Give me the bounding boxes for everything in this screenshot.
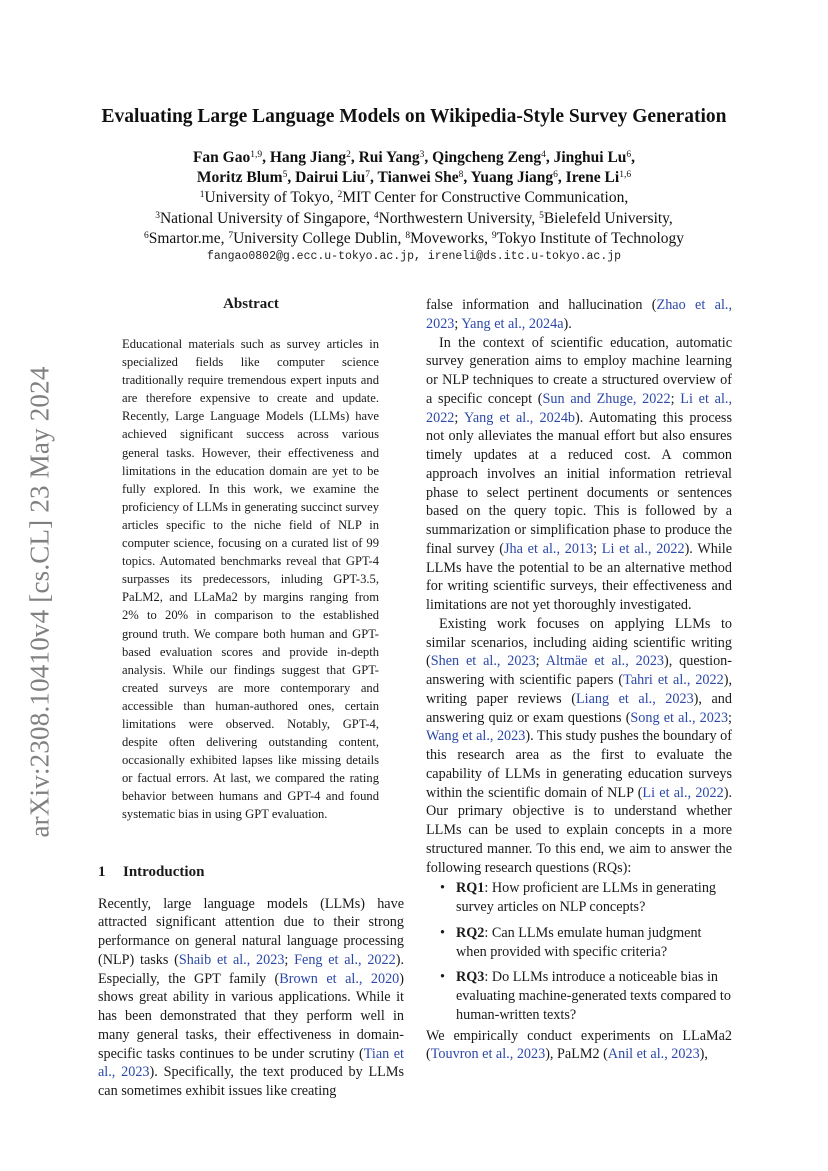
author-emails[interactable]: fangao0802@g.ecc.u-tokyo.ac.jp, ireneli@ds.itc.u-tokyo.ac.jp <box>206 250 622 263</box>
rq-label: RQ3 <box>456 969 485 986</box>
citation-link[interactable]: Liang et al., 2023 <box>575 690 694 707</box>
research-question-item <box>426 879 732 917</box>
text-run: ; <box>728 709 732 726</box>
text-run: ), <box>699 1046 708 1063</box>
author-name: Tianwei She <box>377 169 459 186</box>
citation-link[interactable]: Zhao et al., 2023 <box>426 297 732 332</box>
author-affil-mark: 3 <box>419 150 425 160</box>
author-affil-mark: 1,6 <box>619 170 632 180</box>
bullet-mark: • <box>440 880 445 897</box>
affil-mark: 7 <box>228 231 234 241</box>
citation-link[interactable]: Yang et al., 2024b <box>464 409 576 426</box>
author-affil-mark: 8 <box>458 170 464 180</box>
text-run: ; <box>670 390 681 407</box>
affiliation-line-3 <box>0 229 828 250</box>
bullet-mark: • <box>440 969 445 986</box>
research-questions-list <box>426 879 732 1024</box>
arxiv-identifier: arXiv:2308.10410v4 [cs.CL] 23 May 2024 <box>24 366 55 838</box>
intro-paragraph-1 <box>98 895 404 1101</box>
body-paragraph-continued <box>426 296 732 334</box>
citation-link[interactable]: Touvron et al., 2023 <box>430 1046 546 1063</box>
text-run: ; <box>454 409 465 426</box>
citation-link[interactable]: Shen et al., 2023 <box>430 653 536 670</box>
citation-link[interactable]: Sun and Zhuge, 2022 <box>542 390 671 407</box>
abstract-text: Educational materials such as survey articles in specialized fields like computer science traditionally require tremendous expert inputs and are therefore expensive to create and update. Recently, Large Language Models (LLMs) have achieved significant success across various general tasks. However, their effectiveness and limitations in the education domain are yet to be fully explored. In this work, we examine the proficiency of LLMs in generating succinct survey articles specific to the niche field of NLP in computer science, focusing on a curated list of 99 topics. Automated benchmarks reveal that GPT-4 surpasses its predecessors, inluding GPT-3.5, PaLM2, and LLaMa2 by margins ranging from 2% to 20% in comparison to the established ground truth. We compare both human and GPT-based evaluation scores and provide in-depth analysis. While our findings suggest that GPT-created surveys are more contemporary and accessible than human-authored ones, certain limitations were observed. Notably, GPT-4, despite often delivering outstanding content, occasionally exhibited lapses like missing details or factual errors. At last, we compared the rating behavior between humans and GPT-4 and found systematic bias in using GPT evaluation. <box>122 337 379 822</box>
abstract-heading: Abstract <box>223 296 279 312</box>
right-column <box>426 296 732 1064</box>
text-run: ) shows great ability in various applications. While it has been demonstrated that they perform well in many general tasks, their effectiveness in domain-specific tasks continues to be under scrutiny ( <box>98 970 404 1062</box>
section-title: Introduction <box>123 863 205 880</box>
affiliation-line-1 <box>0 188 828 209</box>
text-run: ), question-answering with scientific papers ( <box>426 653 732 688</box>
author-name: Dairui Liu <box>295 169 366 186</box>
paper-title: Evaluating Large Language Models on Wikipedia-Style Survey Generation <box>101 106 727 127</box>
affil-mark: 8 <box>405 231 411 241</box>
affil-mark: 1 <box>199 190 205 200</box>
affiliation: Smartor.me, <box>148 230 229 247</box>
affil-mark: 5 <box>539 210 544 221</box>
text-run: ). While LLMs have the potential to be an alternative method for writing scientific surveys, their effectiveness and limitations are not yet thoroughly investigated. <box>426 540 732 613</box>
author-name: Irene Li <box>565 169 620 186</box>
citation-link[interactable]: Jha et al., 2013 <box>504 540 594 557</box>
text-run: ). Especially, the GPT family ( <box>98 951 404 987</box>
affiliation: Tokyo Institute of Technology <box>496 230 685 247</box>
text-run: ), writing paper reviews ( <box>426 672 732 707</box>
author-affil-mark: 4 <box>541 150 546 160</box>
citation-link[interactable]: Li et al., 2022 <box>642 784 724 801</box>
bullet-mark: • <box>440 924 445 941</box>
text-run: ; <box>535 653 546 670</box>
research-question-item <box>426 924 732 962</box>
citation-link[interactable]: Anil et al., 2023 <box>607 1046 700 1063</box>
text-run: Existing work focuses on applying LLMs to similar scenarios, including aiding scientific writing ( <box>426 615 732 670</box>
text-run: ; <box>593 540 602 557</box>
affiliation: Moveworks, <box>410 230 492 247</box>
text-run: ). Specifically, the text produced by LLMs can sometimes exhibit issues like creating <box>98 1064 404 1100</box>
citation-link[interactable]: Altmäe et al., 2023 <box>545 653 665 670</box>
citation-link[interactable]: Wang et al., 2023 <box>426 728 526 745</box>
author-affil-mark: 7 <box>365 170 371 180</box>
author-name: Fan Gao <box>192 149 251 166</box>
author-affil-mark: 6 <box>553 170 558 180</box>
affiliation: University of Tokyo, <box>204 189 338 206</box>
author-affil-mark: 1,9 <box>250 150 263 160</box>
author-name: Yuang Jiang <box>470 169 554 186</box>
rq-text: : Can LLMs emulate human judgment when provided with specific criteria? <box>456 924 702 960</box>
author-affil-mark: 6 <box>626 150 632 160</box>
author-line-1: Fan Gao$^{1,9}$, Hang Jiang$^2$, Rui Yang$^3$, Qingcheng Zeng$^4$, Jinghui Lu$^6$, <box>192 149 636 166</box>
affiliation: Northwestern University, <box>378 209 540 227</box>
author-name: Qingcheng Zeng <box>432 149 542 166</box>
affil-mark: 6 <box>143 231 149 241</box>
affiliation-list <box>0 188 828 250</box>
section-heading-introduction <box>98 864 404 881</box>
affiliation-line-2 <box>0 209 828 230</box>
rq-label: RQ2 <box>456 924 485 941</box>
arxiv-stamp <box>22 357 58 847</box>
text-run: ). Our primary objective is to understand whether LLMs can be used to explain concepts in a more structured manner. To this end, we aim to answer the following research questions (RQs): <box>426 784 732 876</box>
author-list <box>0 148 828 188</box>
body-paragraph-survey-generation <box>426 334 732 615</box>
author-affil-mark: 5 <box>282 170 288 180</box>
author-name: Moritz Blum <box>196 169 283 186</box>
citation-link[interactable]: Shaib et al., 2023 <box>178 951 285 968</box>
citation-link[interactable]: Li et al., 2022 <box>601 540 685 557</box>
text-run: ; <box>284 951 295 968</box>
text-run: ). <box>563 315 572 332</box>
rq-label: RQ1 <box>456 880 485 897</box>
citation-link[interactable]: Brown et al., 2020 <box>279 970 400 987</box>
affil-mark: 4 <box>373 210 379 221</box>
affiliation: MIT Center for Constructive Communication, <box>342 189 629 206</box>
affil-mark: 9 <box>491 231 497 241</box>
affiliation: Bielefeld University, <box>543 209 673 227</box>
body-paragraph-existing-work <box>426 615 732 878</box>
affil-mark: 2 <box>337 190 343 200</box>
text-run: Recently, large language models (LLMs) have attracted significant attention due to their strong performance on general natural language processing (NLP) tasks ( <box>98 895 404 968</box>
text-run: ), PaLM2 ( <box>545 1046 608 1063</box>
citation-link[interactable]: Yang et al., 2024a <box>461 315 564 332</box>
author-name: Rui Yang <box>358 149 420 166</box>
author-line-2: Moritz Blum$^5$, Dairui Liu$^7$, Tianwei She$^8$, Yuang Jiang$^6$, Irene Li$^{1,6}$ <box>196 169 632 186</box>
text-run: ). This study pushes the boundary of this research area as the first to evaluate the capability of LLMs in generating education surveys within the scientific domain of NLP ( <box>426 728 732 801</box>
text-run: ; <box>454 315 462 332</box>
research-question-item <box>426 968 732 1024</box>
section-number: 1 <box>98 863 106 880</box>
author-name: Jinghui Lu <box>553 149 627 166</box>
citation-link[interactable]: Tahri et al., 2022 <box>623 672 724 688</box>
body-paragraph-experiments <box>426 1027 732 1065</box>
text-run: We empirically conduct experiments on LLaMa2 ( <box>426 1027 732 1063</box>
citation-link[interactable]: Song et al., 2023 <box>630 709 729 726</box>
left-column <box>98 296 404 1101</box>
text-run: In the context of scientific education, automatic survey generation aims to employ machine learning or NLP techniques to create a structured overview of a specific concept ( <box>426 334 732 407</box>
citation-link[interactable]: Feng et al., 2022 <box>294 951 396 968</box>
text-run: ). Automating this process not only alleviates the manual effort but also ensures timely updates at a reduced cost. A common approach involves an initial information retrieval phase to select pertinent documents or sentences based on the query topic. This is followed by a summarization or simplification phase to produce the final survey ( <box>426 409 732 557</box>
author-name: Hang Jiang <box>269 149 347 166</box>
citation-link[interactable]: Tian et al., 2023 <box>98 1045 404 1081</box>
text-run: false information and hallucination ( <box>426 297 657 313</box>
author-affil-mark: 2 <box>346 150 351 160</box>
affiliation: University College Dublin, <box>233 230 406 247</box>
text-run: ), and answering quiz or exam questions ( <box>426 690 732 726</box>
affiliation: National University of Singapore, <box>159 209 374 227</box>
rq-text: : How proficient are LLMs in generating survey articles on NLP concepts? <box>456 880 717 915</box>
citation-link[interactable]: Li et al., 2022 <box>426 390 732 426</box>
rq-text: : Do LLMs introduce a noticeable bias in evaluating machine-generated texts compared to human-written texts? <box>456 969 731 1023</box>
affil-mark: 3 <box>155 210 160 221</box>
